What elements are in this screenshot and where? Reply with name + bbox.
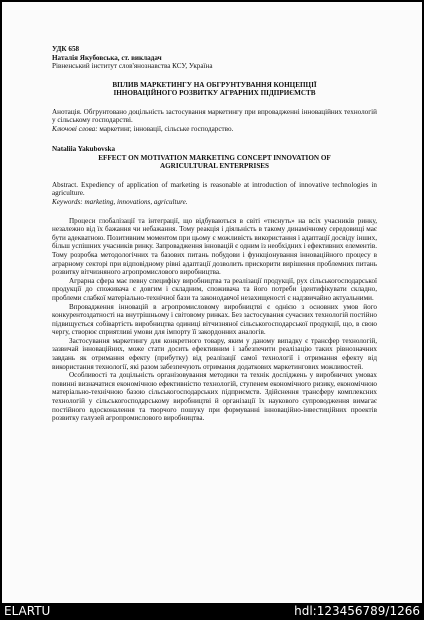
- paragraph-4: Застосування маркетингу для конкретного товару, яким у даному випадку є трансфер технологій, зазвичай інноваційних, може стати досить ефективним і забезпечити реалізацію таких рівнозначних завдань як отримання ефекту (прибутку) від реалізації самої технології і отримання ефекту від використання технології, які разом забезпечують отримання додаткових маркетингових можливостей.: [52, 336, 377, 371]
- udk-code: УДК 658: [52, 45, 80, 53]
- keywords-en: [52, 198, 377, 207]
- paragraph-1: Процеси глобалізації та інтеграції, що відбуваються в світі «тиснуть» на всіх учасників ринку, незалежно від їх бажання чи небажання. Тому реакція і діяльність в такому динамічному середовищі має бути адекватною. Позитивним моментом при цьому є можливість використання і адаптації досвіду інших, більш успішних учасників ринку. Запровадження інновацій є одним із необхідних і ефективних елементів. Тому розробка методологічних та базових питань побудови і функціонування інноваційного процесу в аграрному секторі при відповідному рівні адаптації дозволить прискорити вирішення проблемних питань розвитку вітчизняного агропромислового виробництва.: [52, 216, 377, 277]
- paragraph-5: Особливості та доцільність організовування методики та технік досліджень у виробничих умовах повинні визначатися економічною ефективністю технологій, ступенем економічного ризику, економічною матеріально-технічною базою сільськогосподарських підприємств. Здійснення трансферу комплексних технологій у сільськогосподарському виробництві й організації їх наукового супроводження вимагає постійного вдосконалення та творчого пошуку при формуванні інноваційно-інвестиційних проектів розвитку галузей агропромислового виробництва.: [52, 371, 377, 423]
- keywords-en-text: marketing, innovations, agriculture.: [82, 197, 188, 206]
- keywords-ua-label: Ключові слова:: [52, 124, 98, 133]
- title-ua-line-2: ІННОВАЦІЙНОГО РОЗВИТКУ АГРАРНИХ ПІДПРИЄМСТВ: [113, 89, 316, 98]
- title-en-line-1: EFFECT ON MOTIVATION MARKETING CONCEPT INNOVATION OF: [98, 153, 331, 162]
- keywords-ua-text: маркетинг, інновації, сільське господарство.: [97, 124, 234, 133]
- author-en: Nataliia Yakubovska: [52, 145, 116, 154]
- keywords-en-label: Keywords:: [52, 197, 83, 206]
- article-content: [52, 45, 377, 423]
- title-en-line-2: AGRICULTURAL ENTERPRISES: [159, 162, 270, 171]
- keywords-ua: [52, 125, 377, 134]
- title-ua-line-1: ВПЛИВ МАРКЕТИНГУ НА ОБГРУНТУВАННЯ КОНЦЕПЦІЇ: [112, 80, 317, 89]
- repository-name: ELARTU: [4, 604, 51, 618]
- viewer-footer-bar: [0, 603, 424, 620]
- affiliation: Рівненський інститут слов'янознавства КСУ, Україна: [52, 62, 213, 71]
- abstract-en: Abstract. Expediency of application of marketing is reasonable at introduction of innovative technologies in agriculture.: [52, 180, 377, 198]
- document-page: [2, 2, 422, 603]
- paragraph-3: Впровадження інновацій в агропромисловому виробництві є однією з основних умов його конкурентоздатності на внутрішньому і світовому ринках. Без застосування сучасних технологій постійно підвищується собівартість виробництва одиниці вітчизняної сільськогосподарської продукції, що, в свою чергу, створює сприятливі умови для імпорту її закордонних аналогів.: [52, 302, 377, 337]
- handle-id: hdl:123456789/1266: [294, 604, 420, 618]
- title-en: [52, 154, 377, 171]
- author-ua: Наталія Якубовська, ст. викладач: [52, 53, 162, 62]
- title-ua: [52, 81, 377, 98]
- abstract-ua: Анотація. Обгрунтовано доцільність застосування маркетингу при впровадженні інноваційних технологій у сільському господарстві.: [52, 107, 377, 125]
- paragraph-2: Аграрна сфера має певну специфіку виробництва та реалізації продукції, рух сільськогосподарської продукції до споживача є довгим і складним, споживача та його потреби ідентифікувати складно, проблеми слабкої матеріально-технічної бази та законодавчої незахищеності є надзвичайно актуальними.: [52, 276, 377, 302]
